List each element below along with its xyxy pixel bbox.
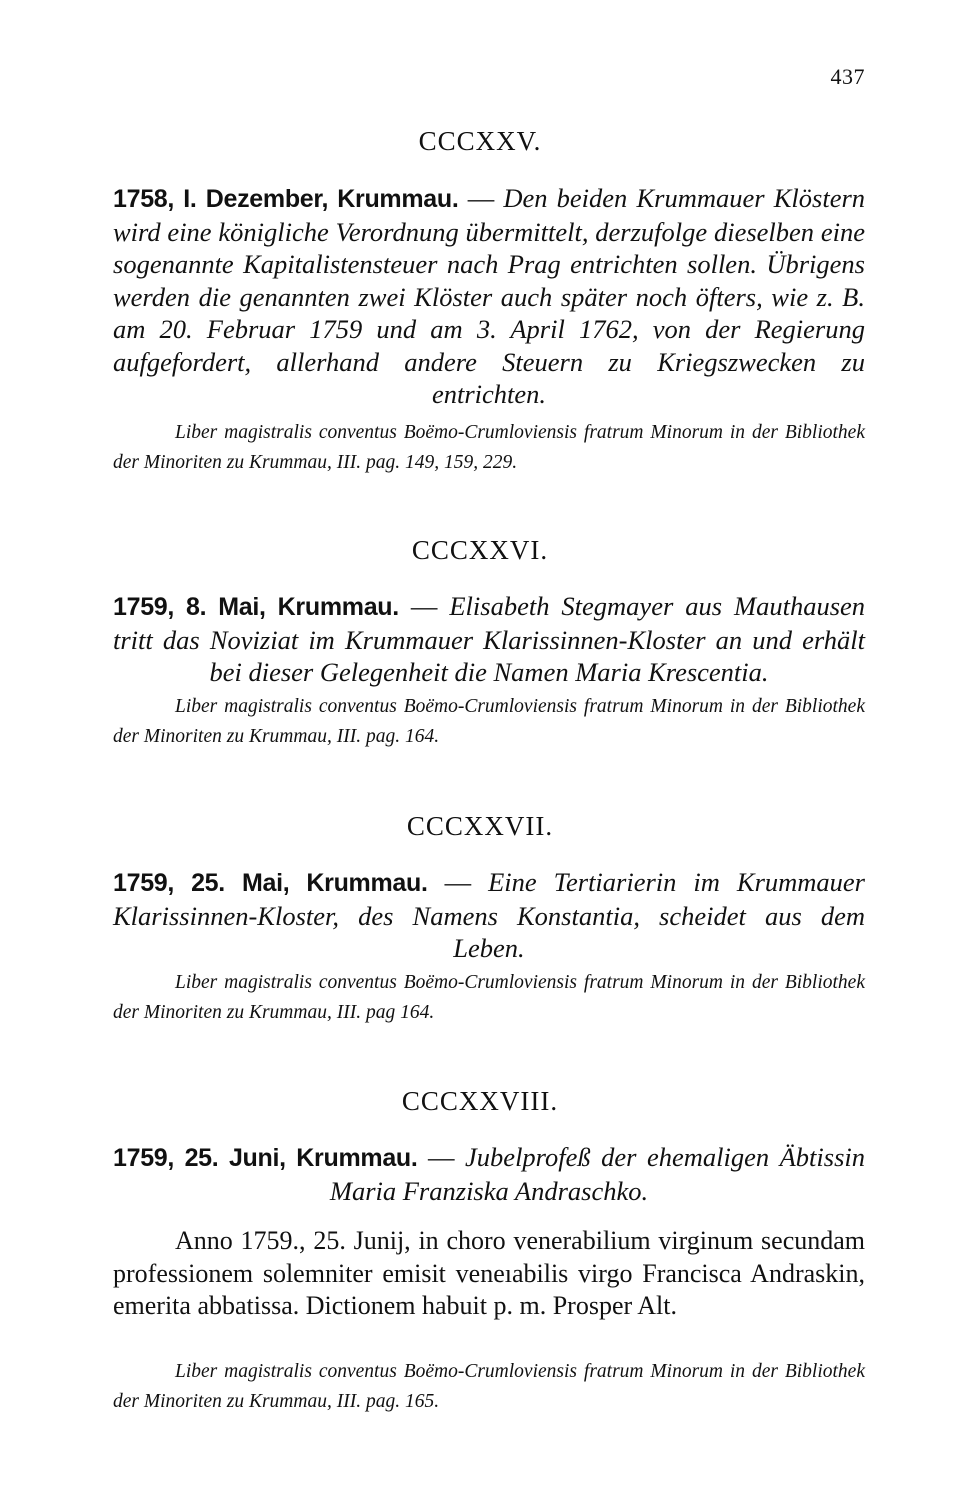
date-place-heading: 1759, 25. Juni, Krummau.	[113, 1144, 418, 1172]
latin-document-text: Anno 1759., 25. Junij, in choro venerabilium virginum secundam professionem solemniter emisit veneıabilis virgo Francisca Andraskin, emerita abbatissa. Dictionem habuit p. m. Prosper Alt.	[113, 1226, 865, 1320]
date-place-heading: 1758, I. Dezember, Krummau.	[113, 185, 459, 213]
regest-cccxxviii	[113, 1141, 865, 1207]
em-dash: —	[444, 867, 472, 897]
source-citation-cccxxviii: Liber magistralis conventus Boëmo-Crumloviensis fratrum Minorum in der Bibliothek der Minoriten zu Krummau, III. pag. 165.	[113, 1361, 865, 1412]
document-heading-cccxxviii: CCCXXVIII.	[401, 1086, 559, 1116]
regest-summary: Den beiden Krummauer Klöstern wird eine königliche Verordnung übermittelt, derzufolge dieselben eine sogenannte Kapitalistensteuer nach Prag entrichten sollen. Übrigens werden die genannten zwei Klöster auch später noch öfters, wie z. B. am 20. Februar 1759 und am 3. April 1762, von der Regierung aufgefordert, allerhand andere Steuern zu Kriegszwecken zu entrichten.	[113, 183, 866, 409]
date-place-heading: 1759, 25. Mai, Krummau.	[113, 869, 428, 897]
date-place-heading: 1759, 8. Mai, Krummau.	[113, 593, 399, 621]
regest-summary: Eine Tertiarierin im Krummauer Klarissinnen-Kloster, des Namens Konstantia, scheidet aus dem Leben.	[113, 867, 865, 963]
em-dash: —	[428, 1142, 455, 1172]
regest-cccxxv	[113, 182, 865, 411]
document-heading-cccxxvii: CCCXXVII.	[406, 811, 554, 841]
em-dash: —	[467, 183, 495, 213]
regest-cccxxvi	[113, 590, 865, 689]
page-number: 437	[830, 64, 865, 89]
source-citation-cccxxvii: Liber magistralis conventus Boëmo-Crumloviensis fratrum Minorum in der Bibliothek der Minoriten zu Krummau, III. pag 164.	[113, 972, 865, 1023]
document-heading-cccxxv: CCCXXV.	[418, 126, 542, 156]
regest-cccxxvii	[113, 866, 865, 965]
source-citation-cccxxvi: Liber magistralis conventus Boëmo-Crumloviensis fratrum Minorum in der Bibliothek der Minoriten zu Krummau, III. pag. 164.	[113, 696, 865, 747]
source-citation-cccxxv: Liber magistralis conventus Boëmo-Crumloviensis fratrum Minorum in der Bibliothek der Minoriten zu Krummau, III. pag. 149, 159, 229.	[113, 422, 865, 473]
regest-summary: Jubelprofeß der ehemaligen Äbtissin Maria Franziska Andraschko.	[329, 1142, 865, 1206]
regest-summary: Elisabeth Stegmayer aus Mauthausen tritt das Noviziat im Krummauer Klarissinnen-Kloster an und erhält bei dieser Gelegenheit die Namen Maria Krescentia.	[113, 591, 866, 687]
document-heading-cccxxvi: CCCXXVI.	[411, 535, 549, 565]
em-dash: —	[410, 591, 438, 621]
